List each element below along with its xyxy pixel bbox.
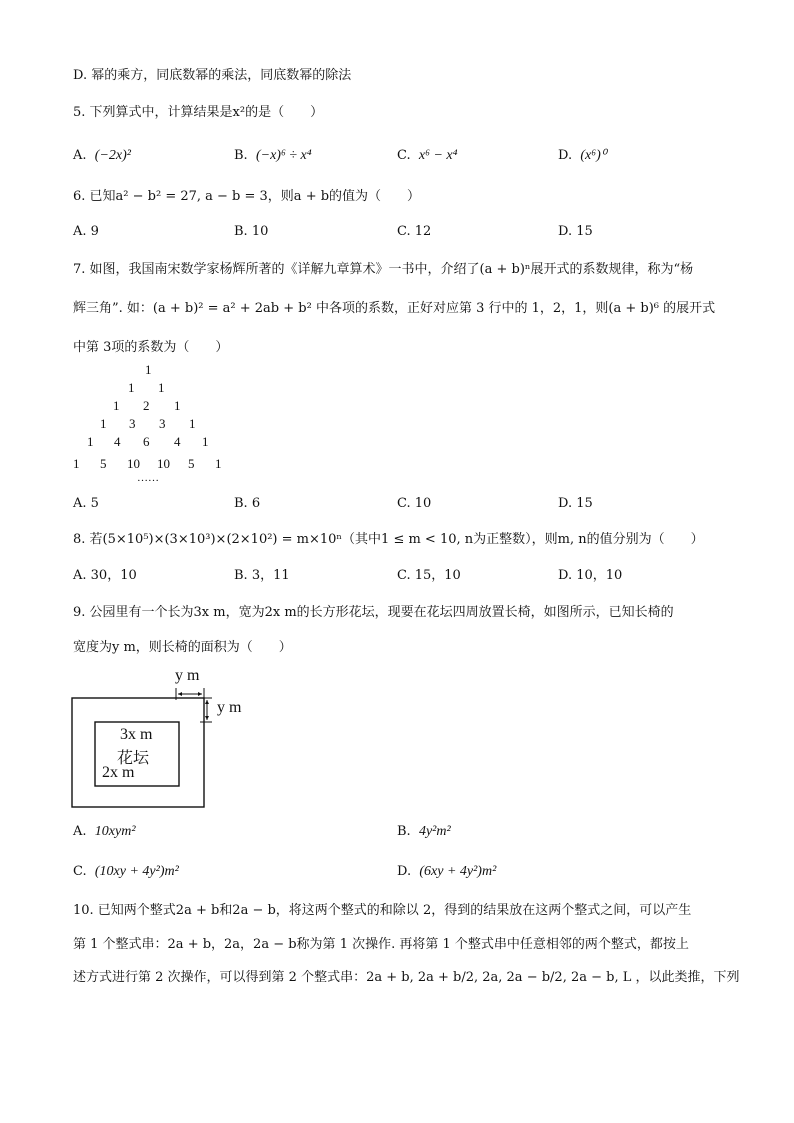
q5-option-d: D. (x⁶)⁰ [558, 148, 607, 163]
q5-option-c-expr: x⁶ − x⁴ [418, 148, 458, 163]
q7-stem-line3 [73, 338, 228, 358]
q4-option-d [73, 66, 351, 86]
triangle-cell: 3 [129, 416, 136, 431]
q10-stem-line3 [73, 968, 740, 988]
triangle-cell: 1 [145, 362, 152, 377]
q5-option-a: A. (−2x)² [73, 148, 131, 163]
q7-stem-line1 [73, 260, 693, 280]
figure-side-label: y m [217, 699, 242, 716]
figure-inner-length: 3x m [120, 726, 153, 743]
q5-option-b: B. (−x)⁶ ÷ x⁴ [234, 148, 312, 163]
q7-stem-line2 [73, 299, 715, 319]
q9-option-c: C. (10xy + 4y²)m² [73, 864, 179, 879]
figure-inner-width: 2x m [102, 764, 135, 781]
q8-option-b: B. 3，11 [234, 568, 290, 583]
q5-option-a-expr: (−2x)² [94, 148, 131, 163]
triangle-cell: 5 [188, 456, 195, 471]
q9-option-d: D. (6xy + 4y²)m² [397, 864, 497, 879]
q8-option-c: C. 15，10 [397, 568, 461, 583]
q8-stem-text: 8. 若(5×10⁵)×(3×10³)×(2×10²) = m×10ⁿ（其中1 ≤ m < 10, n为正整数），则m, n的值分别为（ ） [73, 532, 704, 547]
triangle-cell: 1 [215, 456, 222, 471]
q9-option-b-expr: 4y²m² [418, 824, 451, 839]
q8-option-d: D. 10，10 [558, 568, 623, 583]
q10-stem-line2-text: 第 1 个整式串：2a + b，2a，2a − b称为第 1 次操作. 再将第 1 个整式串中任意相邻的两个整式，都按上 [73, 937, 689, 952]
triangle-cell: 3 [159, 416, 166, 431]
triangle-cell: 1 [158, 380, 165, 395]
q5-option-b-expr: (−x)⁶ ÷ x⁴ [255, 148, 312, 163]
q10-stem-line3-text: 述方式进行第 2 次操作，可以得到第 2 个整式串：2a + b, 2a + b/2, 2a, 2a − b/2, 2a − b, L ，以此类推，下列 [73, 970, 740, 985]
triangle-cell: 2 [143, 398, 150, 413]
triangle-cell: 1 [174, 398, 181, 413]
q9-option-a: A. 10xym² [73, 824, 136, 839]
triangle-cell: 5 [100, 456, 107, 471]
triangle-cell: 1 [202, 434, 209, 449]
triangle-ellipsis: …… [137, 472, 159, 484]
figure-inner-name: 花坛 [117, 748, 150, 767]
q7-stem-line1-text: 7. 如图，我国南宋数学家杨辉所著的《详解九章算术》一书中，介绍了(a + b)ⁿ展开式的系数规律，称为“杨 [73, 262, 694, 277]
triangle-cell: 10 [127, 456, 140, 471]
q6-option-d: D. 15 [558, 224, 593, 239]
q9-option-a-expr: 10xym² [94, 824, 136, 839]
q9-option-d-expr: (6xy + 4y²)m² [419, 864, 497, 879]
q7-option-d: D. 15 [558, 496, 593, 511]
triangle-cell: 1 [189, 416, 196, 431]
q5-stem [73, 103, 323, 123]
q7-stem-line3-text: 中第 3项的系数为（ ） [73, 340, 229, 355]
q9-stem-line1 [73, 603, 674, 623]
triangle-cell: 10 [157, 456, 170, 471]
triangle-cell: 4 [174, 434, 181, 449]
q5-stem-text: 5. 下列算式中，计算结果是x²的是（ ） [73, 105, 324, 120]
q9-option-c-expr: (10xy + 4y²)m² [94, 864, 179, 879]
q7-option-b: B. 6 [234, 496, 261, 511]
q6-stem [73, 187, 420, 207]
triangle-cell: 1 [73, 456, 80, 471]
q9-stem-line1-text: 9. 公园里有一个长为3x m，宽为2x m的长方形花坛，现要在花坛四周放置长椅，如图所示，已知长椅的 [73, 605, 674, 620]
q5-option-d-expr: (x⁶)⁰ [580, 148, 607, 163]
q10-stem-line1 [73, 901, 691, 921]
triangle-cell: 6 [143, 434, 150, 449]
triangle-cell: 1 [100, 416, 107, 431]
q10-stem-line1-text: 10. 已知两个整式2a + b和2a − b，将这两个整式的和除以 2，得到的结果放在这两个整式之间，可以产生 [73, 903, 692, 918]
q4-option-d-text: D. 幂的乘方，同底数幂的乘法，同底数幂的除法 [73, 68, 352, 83]
q7-option-a: A. 5 [73, 496, 99, 511]
triangle-cell: 1 [113, 398, 120, 413]
q8-stem [73, 530, 704, 550]
q9-stem-line2 [73, 638, 292, 658]
q6-option-a: A. 9 [73, 224, 99, 239]
q5-option-c: C. x⁶ − x⁴ [397, 148, 458, 163]
q6-stem-text: 6. 已知a² − b² = 27, a − b = 3，则a + b的值为（ ） [73, 189, 421, 204]
q9-option-b: B. 4y²m² [397, 824, 451, 839]
q6-option-b: B. 10 [234, 224, 269, 239]
q7-option-c: C. 10 [397, 496, 432, 511]
q8-option-a: A. 30，10 [73, 568, 137, 583]
triangle-cell: 1 [87, 434, 94, 449]
triangle-cell: 1 [128, 380, 135, 395]
q7-stem-line2-text: 辉三角”. 如：(a + b)² = a² + 2ab + b² 中各项的系数，正好对应第 3 行中的 1，2，1，则(a + b)⁶ 的展开式 [73, 301, 716, 316]
figure-top-label: y m [175, 667, 200, 684]
q6-option-c: C. 12 [397, 224, 432, 239]
triangle-cell: 4 [114, 434, 121, 449]
q10-stem-line2 [73, 935, 689, 955]
q9-stem-line2-text: 宽度为y m，则长椅的面积为（ ） [73, 640, 292, 655]
